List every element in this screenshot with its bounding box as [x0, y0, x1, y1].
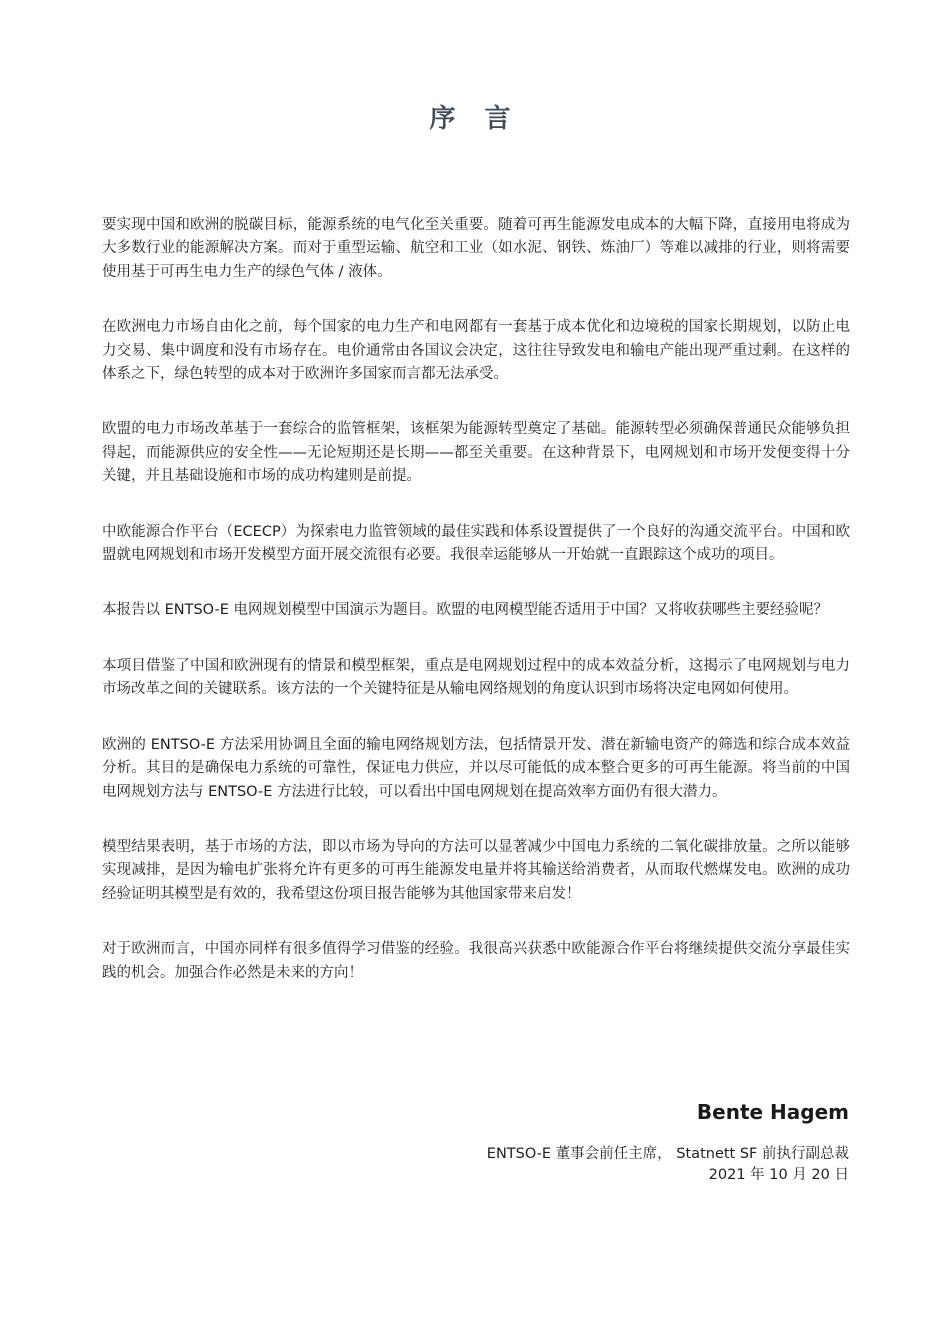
paragraph: 欧盟的电力市场改革基于一套综合的监管框架，该框架为能源转型奠定了基础。能源转型必须确保普通民众能够负担得起，而能源供应的安全性——无论短期还是长期——都至关重要。在这种背景下，电网规划和市场开发便变得十分关键，并且基础设施和市场的成功构建则是前提。 [102, 421, 850, 485]
paragraph: 要实现中国和欧洲的脱碳目标，能源系统的电气化至关重要。随着可再生能源发电成本的大幅下降，直接用电将成为大多数行业的能源解决方案。而对于重型运输、航空和工业（如水泥、钢铁、炼油厂）等难以减排的行业，则将需要使用基于可再生电力生产的绿色气体 / 液体。 [102, 217, 850, 280]
signature-name: Bente Hagem [696, 1100, 849, 1124]
paragraph: 本报告以 ENTSO-E 电网规划模型中国演示为题目。欧盟的电网模型能否适用于中国？又将收获哪些主要经验呢？ [102, 602, 828, 619]
signature-position: ENTSO-E 董事会前任主席， Statnett SF 前执行副总裁 [486, 1146, 849, 1162]
paragraph: 中欧能源合作平台（ECECP）为探索电力监管领域的最佳实践和体系设置提供了一个良好的沟通交流平台。中国和欧盟就电网规划和市场开发模型方面开展交流很有必要。我很幸运能够从一开始就一直跟踪这个成功的项目。 [102, 523, 850, 564]
paragraph: 欧洲的 ENTSO-E 方法采用协调且全面的输电网络规划方法，包括情景开发、潜在新输电资产的筛选和综合成本效益分析。其目的是确保电力系统的可靠性，保证电力供应，并以尽可能低的成本整合更多的可再生能源。将当前的中国电网规划方法与 ENTSO-E 方法进行比较，可以看出中国电网规划在提高效率方面仍有很大潜力。 [102, 736, 850, 800]
signature-block [487, 1100, 849, 1186]
foreword-body [102, 214, 850, 1017]
paragraph: 本项目借鉴了中国和欧洲现有的情景和模型框架，重点是电网规划过程中的成本效益分析，这揭示了电网规划与电力市场改革之间的关键联系。该方法的一个关键特征是从输电网络规划的角度认识到市场将决定电网如何使用。 [102, 657, 850, 698]
paragraph: 模型结果表明，基于市场的方法，即以市场为导向的方法可以显著减少中国电力系统的二氧化碳排放量。之所以能够实现减排，是因为输电扩张将允许有更多的可再生能源发电量并将其输送给消费者，从而取代燃煤发电。欧洲的成功经验证明其模型是有效的，我希望这份项目报告能够为其他国家带来启发！ [102, 838, 850, 902]
paragraph: 在欧洲电力市场自由化之前，每个国家的电力生产和电网都有一套基于成本优化和边境税的国家长期规划，以防止电力交易、集中调度和没有市场存在。电价通常由各国议会决定，这往往导致发电和输电产能出现严重过剩。在这样的体系之下，绿色转型的成本对于欧洲许多国家而言都无法承受。 [102, 319, 850, 383]
page-title: 序 言 [429, 104, 521, 134]
paragraph: 对于欧洲而言，中国亦同样有很多值得学习借鉴的经验。我很高兴获悉中欧能源合作平台将继续提供交流分享最佳实践的机会。加强合作必然是未来的方向！ [102, 941, 850, 981]
signature-date: 2021 年 10 月 20 日 [708, 1167, 849, 1183]
